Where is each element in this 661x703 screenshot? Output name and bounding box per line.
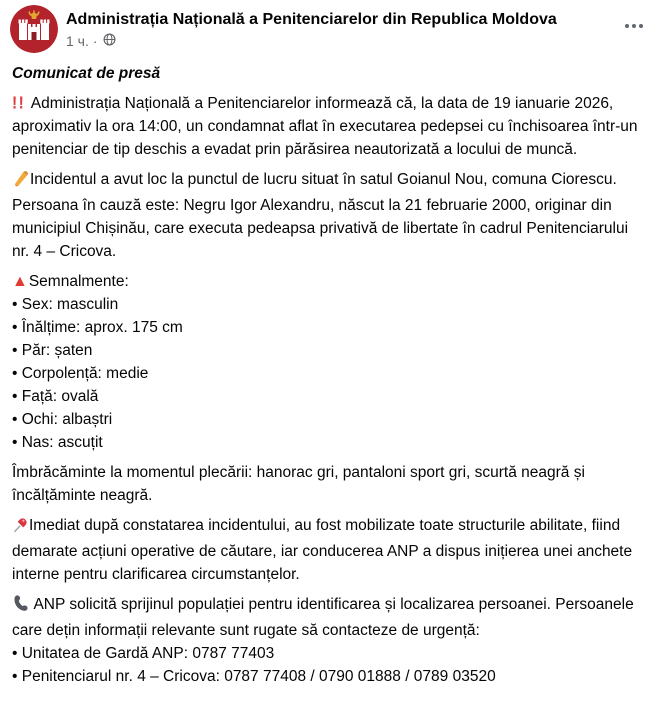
paragraph-incident: [12, 168, 649, 263]
paragraph-incident-text: Incidentul a avut loc la punctul de lucru situat în satul Goianul Nou, comuna Ciorescu. Persoana în cauză este: Negru Igor Alexandru, născut la 21 februarie 2000, originar din municipiul Chișinău, care executa pedeapsa privativă de libertate în cadrul Penitenciarului nr. 4 – Cricova.: [12, 171, 629, 260]
list-item: • Nas: ascuțit: [12, 434, 103, 451]
red-triangle-icon: ▲: [12, 273, 28, 290]
globe-icon: [103, 32, 116, 50]
paragraph-clothes: Îmbrăcăminte la momentul plecării: hanorac gri, pantaloni sport gri, scurtă neagră și încălțăminte neagră.: [12, 464, 585, 504]
paragraph-alert: [12, 92, 649, 161]
paragraph-actions-text: Imediat după constatarea incidentului, au fost mobilizate toate structurile abilitate, fiind demarate acțiuni operative de căutare, iar conducerea ANP a dispus inițierea unei anchete interne pentru clarificarea circumstanțelor.: [12, 517, 633, 583]
list-item: • Față: ovală: [12, 388, 99, 405]
list-item: • Înălțime: aprox. 175 cm: [12, 319, 183, 336]
timestamp-link[interactable]: 1 ч.: [66, 33, 89, 49]
paragraph-alert-text: Administrația Națională a Penitenciarelor informează că, la data de 19 ianuarie 2026, aproximativ la ora 14:00, un condamnat aflat în executarea pedepsei cu închisoarea într-un penitenciar de tip deschis a evadat prin părăsirea neautorizată a locului de muncă.: [12, 95, 638, 158]
list-item: • Păr: șaten: [12, 342, 93, 359]
list-item: • Penitenciarul nr. 4 – Cricova: 0787 77408 / 0790 01888 / 0789 03520: [12, 668, 496, 685]
list-item: • Unitatea de Gardă ANP: 0787 77403: [12, 645, 275, 662]
post-meta: [66, 32, 557, 50]
post-body: [0, 53, 661, 688]
list-item: • Ochi: albaștri: [12, 411, 113, 428]
paragraph-actions: [12, 514, 649, 586]
list-item: • Sex: masculin: [12, 296, 119, 313]
post-header: [0, 0, 661, 53]
megaphone-icon: [12, 169, 30, 194]
header-text: [66, 5, 557, 50]
list-item: • Corpolență: medie: [12, 365, 149, 382]
page-avatar[interactable]: [10, 5, 58, 53]
contact-text: ANP solicită sprijinul populației pentru identificarea și localizarea persoanei. Persoanele care dețin informații relevante sunt rugate să contacteze de urgență:: [12, 596, 634, 639]
pushpin-icon: [12, 516, 29, 540]
more-options-icon[interactable]: [623, 18, 645, 34]
page-name-link[interactable]: Administrația Națională a Penitenciarelor din Republica Moldova: [66, 11, 557, 28]
signs-section: [12, 270, 649, 454]
double-exclamation-icon: !!: [12, 93, 26, 114]
meta-separator: ·: [92, 33, 98, 49]
post-title: Comunicat de presă: [12, 65, 161, 82]
contact-section: [12, 593, 649, 688]
phone-receiver-icon: [12, 594, 30, 619]
signs-heading: ▲Semnalmente:: [12, 273, 129, 290]
